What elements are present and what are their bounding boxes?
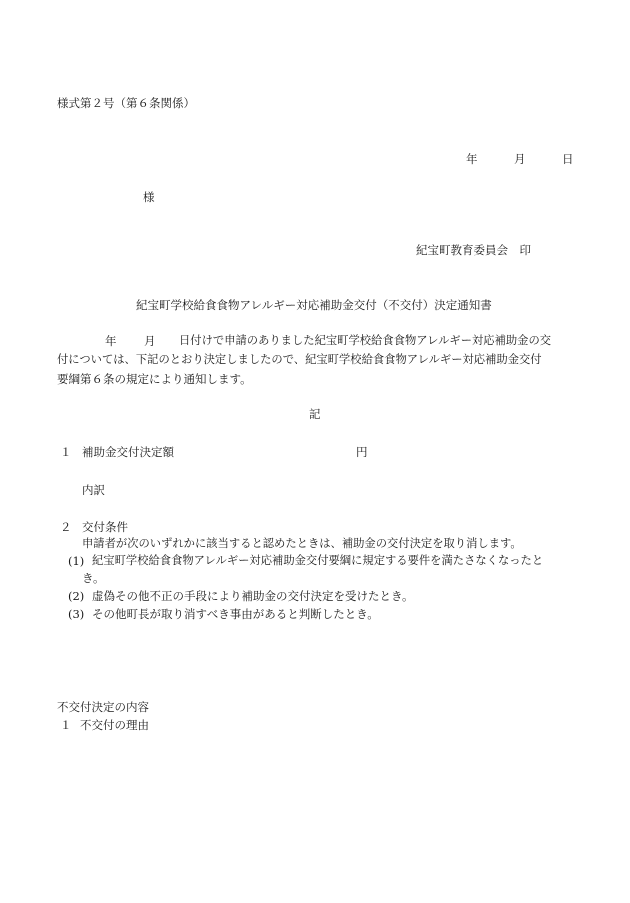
body-line3: 要綱第６条の規定により通知します。 (57, 372, 252, 386)
item-1-number: １ (60, 445, 72, 459)
body-month: 月 (144, 334, 156, 348)
condition-1-number: (1) (68, 554, 85, 568)
ki-marker: 記 (309, 407, 321, 421)
condition-3-number: (3) (68, 607, 85, 621)
condition-1-text: 紀宝町学校給食食物アレルギー対応補助金交付要綱に規定する要件を満たさなくなったと (92, 554, 544, 567)
addressee-suffix: 様 (143, 190, 155, 204)
item-1-label: 補助金交付決定額 (82, 445, 174, 459)
nongrant-heading: 不交付決定の内容 (57, 700, 149, 714)
condition-3-text: その他町長が取り消すべき事由があると判断したとき。 (92, 607, 379, 621)
item-2-number: ２ (60, 520, 72, 534)
document-title: 紀宝町学校給食食物アレルギー対応補助金交付（不交付）決定通知書 (136, 298, 492, 312)
form-number: 様式第２号（第６条関係） (57, 96, 195, 110)
body-line1: 日付けで申請のありました紀宝町学校給食食物アレルギー対応補助金の交 (179, 334, 552, 347)
body-year: 年 (105, 334, 117, 348)
condition-2-number: (2) (68, 589, 85, 603)
date-day: 日 (562, 152, 574, 166)
nongrant-number: １ (60, 718, 72, 732)
condition-2-text: 虚偽その他不正の手段により補助金の交付決定を受けたとき。 (92, 589, 414, 603)
item-2-label: 交付条件 (82, 520, 128, 534)
item-1-breakdown: 内訳 (82, 483, 105, 497)
issuer: 紀宝町教育委員会 印 (416, 243, 531, 257)
body-line2: 付については、下記のとおり決定しましたので、紀宝町学校給食食物アレルギー対応補助金交付 (57, 353, 542, 366)
date-year: 年 (466, 152, 478, 166)
date-month: 月 (514, 152, 526, 166)
item-1-unit: 円 (356, 445, 368, 459)
condition-1-cont: き。 (82, 571, 105, 585)
nongrant-label: 不交付の理由 (80, 718, 149, 732)
item-2-intro: 申請者が次のいずれかに該当すると認めたときは、補助金の交付決定を取り消します。 (82, 537, 522, 550)
